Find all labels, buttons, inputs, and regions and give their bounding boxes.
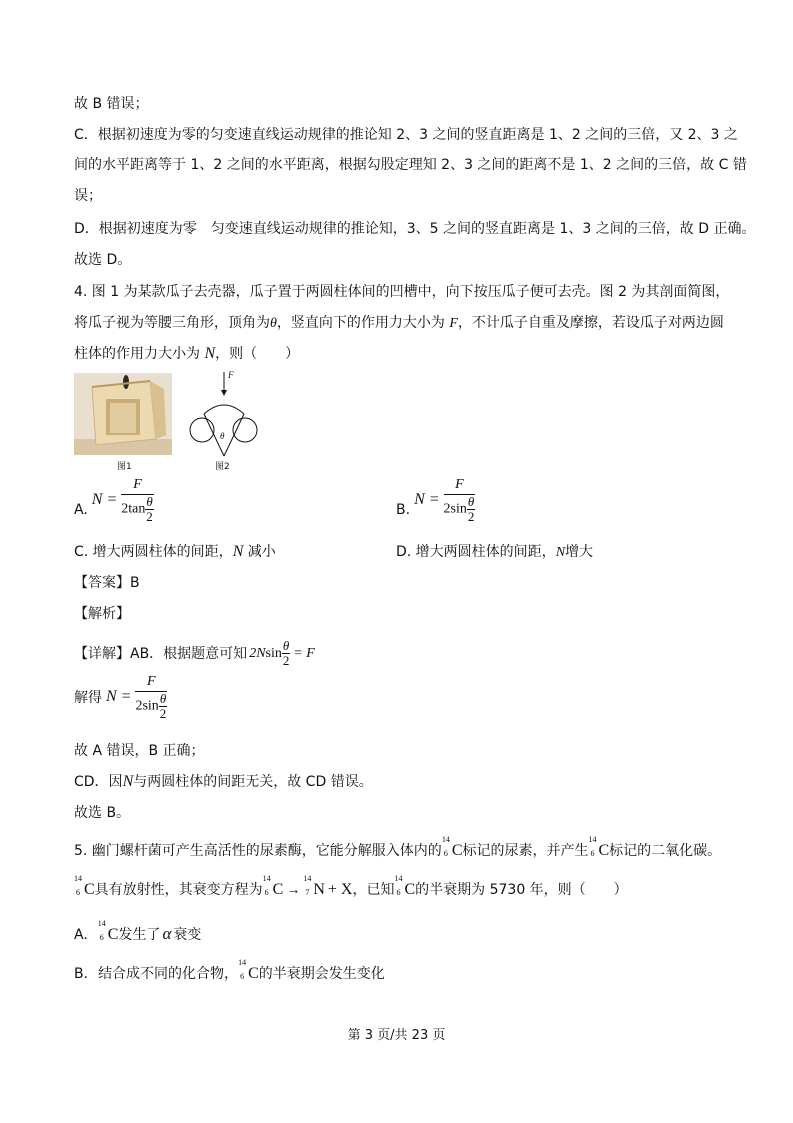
figure-2-angle-label: θ — [220, 431, 225, 441]
question-4-stem: 4. 图 1 为某款瓜子去壳器，瓜子置于两圆柱体间的凹槽中，向下按压瓜子便可去壳。图 2 为其剖面简图， — [74, 284, 730, 300]
theta-symbol: θ — [282, 638, 290, 653]
text: 发生了 — [118, 927, 161, 943]
theta-symbol: θ — [159, 691, 167, 706]
text: 5. 幽门螺杆菌可产生高活性的尿素酶，它能分解服入体内的 — [74, 843, 442, 859]
question-4-stem — [74, 313, 724, 334]
equation-part: 2N — [249, 645, 266, 661]
figure-2-caption: 图2 — [215, 462, 230, 472]
element-symbol: C — [84, 881, 95, 898]
carbon-14-nuclide — [394, 874, 416, 901]
carbon-14-nuclide — [588, 835, 610, 862]
alpha-symbol: α — [162, 924, 172, 943]
carbon-14-nuclide — [97, 919, 119, 946]
mass-number: 14 — [238, 958, 247, 967]
text: 解得 — [74, 690, 102, 706]
element-symbol: C — [248, 965, 259, 982]
text-line: 故 A 错误，B 正确； — [74, 743, 205, 759]
fraction — [121, 476, 154, 524]
two: 2 — [467, 509, 475, 524]
two: 2 — [159, 706, 167, 721]
n-equals: N = — [106, 688, 132, 705]
carbon-14-nuclide — [441, 835, 463, 862]
figure-2-diagram — [186, 368, 260, 460]
text: 减小 — [243, 544, 276, 560]
carbon-14-nuclide — [262, 874, 284, 901]
text-line: 故选 D。 — [74, 252, 132, 268]
question-5-option-a — [74, 919, 202, 946]
force-symbol: F — [449, 316, 458, 331]
two: 2 — [146, 509, 153, 524]
option-label: B. — [74, 966, 89, 982]
carbon-14-nuclide — [238, 958, 259, 985]
option-c — [74, 542, 276, 562]
text: ，不计瓜子自重及摩擦，若设瓜子对两边圆 — [457, 315, 724, 331]
option-label: B. — [396, 502, 411, 518]
denominator: 2tan — [121, 501, 146, 517]
denominator: 2sin — [135, 698, 159, 714]
text-line: 故选 B。 — [74, 805, 131, 821]
result-line — [74, 673, 167, 721]
n-symbol: N — [232, 543, 244, 560]
n-equals: N = — [91, 491, 118, 508]
mass-number: 14 — [74, 874, 82, 883]
analysis-tag: 【解析】 — [74, 606, 130, 622]
atomic-number: 6 — [443, 849, 448, 858]
figure-1-image — [74, 373, 172, 455]
plus-x: + X — [327, 881, 353, 898]
text: 的半衰期会发生变化 — [258, 966, 385, 982]
text: 增大 — [565, 544, 594, 560]
cross-section-diagram — [186, 368, 260, 460]
element-symbol: C — [107, 926, 119, 943]
detail-line — [74, 639, 315, 668]
equation-part: = F — [293, 645, 315, 661]
text: 结合成不同的化合物， — [98, 966, 239, 982]
two: 2 — [282, 653, 290, 668]
mass-number: 14 — [262, 874, 271, 883]
n-symbol: N — [204, 345, 216, 362]
n-symbol: N — [122, 773, 134, 790]
fraction — [444, 476, 476, 524]
text-line: D．根据初速度为零 匀变速直线运动规律的推论知，3、5 之间的竖直距离是 1、3 之间的三倍，故 D 正确。 — [74, 221, 756, 237]
text: 具有放射性，其衰变方程为 — [94, 882, 263, 898]
option-label: A. — [74, 927, 88, 943]
fraction — [135, 673, 167, 721]
text-line — [74, 772, 373, 792]
detail-tag: 【详解】 — [74, 645, 130, 662]
question-5-option-b — [74, 958, 385, 985]
element-symbol: C — [598, 842, 610, 859]
text: ，竖直向下的作用力大小为 — [276, 315, 450, 331]
text-line: C．根据初速度为零的匀变速直线运动规律的推论知 2、3 之间的竖直距离是 1、2 之间的三倍，又 2、3 之 — [74, 127, 738, 143]
text: 标记的尿素，并产生 — [462, 843, 589, 859]
figure-2-force-label: F — [228, 370, 234, 380]
mass-number: 14 — [441, 835, 450, 844]
mass-number: 14 — [303, 874, 312, 883]
question-5-stem — [74, 874, 628, 901]
mass-number: 14 — [588, 835, 597, 844]
option-label: A. — [74, 502, 88, 518]
element-symbol: N — [313, 881, 325, 898]
text: ，已知 — [352, 882, 395, 898]
mass-number: 14 — [97, 919, 106, 928]
theta-symbol: θ — [467, 494, 475, 509]
nitrogen-14-nuclide — [303, 874, 325, 901]
theta-symbol: θ — [270, 316, 277, 331]
element-symbol: C — [404, 881, 416, 898]
numerator: F — [121, 476, 154, 495]
question-4-stem — [74, 344, 299, 364]
text: 与两圆柱体的间距无关，故 CD 错误。 — [133, 774, 373, 790]
text: 将瓜子视为等腰三角形，顶角为 — [74, 315, 270, 331]
denominator: 2sin — [443, 501, 467, 517]
option-a — [74, 476, 154, 524]
text: 标记的二氧化碳。 — [609, 843, 722, 859]
text: 衰变 — [173, 927, 202, 943]
answer-value: B — [130, 575, 140, 591]
atomic-number: 7 — [305, 888, 310, 897]
n-equals: N = — [414, 491, 440, 508]
atomic-number: 6 — [76, 888, 80, 897]
figure-1-caption: 图1 — [117, 462, 132, 472]
text: D. 增大两圆柱体的间距， — [396, 544, 556, 560]
answer-tag: 【答案】 — [74, 575, 130, 591]
half-angle — [282, 639, 290, 668]
carbon-14-nuclide — [74, 874, 95, 901]
option-d — [396, 542, 593, 563]
text-line: 故 B 错误； — [74, 96, 149, 112]
text: 柱体的作用力大小为 — [74, 346, 205, 362]
text: 的半衰期为 5730 年，则（ ） — [415, 882, 628, 898]
element-symbol: C — [451, 842, 463, 859]
element-symbol: C — [272, 881, 284, 898]
numerator: F — [444, 476, 476, 495]
equation-part: sin — [265, 645, 282, 661]
sheller-photo-icon — [74, 373, 172, 455]
n-symbol: N — [555, 545, 566, 560]
answer-line — [74, 573, 140, 593]
atomic-number: 6 — [264, 888, 269, 897]
page-footer: 第 3 页/共 23 页 — [347, 1028, 446, 1043]
question-5-stem — [74, 835, 722, 862]
mass-number: 14 — [394, 874, 403, 883]
text-line: 间的水平距离等于 1、2 之间的水平距离，根据勾股定理知 2、3 之间的距离不是 1、2 之间的三倍，故 C 错 — [74, 157, 747, 173]
text: AB．根据题意可知 — [130, 645, 248, 662]
text: ，则（ ） — [215, 346, 300, 362]
theta-symbol: θ — [146, 494, 153, 509]
atomic-number: 6 — [396, 888, 401, 897]
text: CD．因 — [74, 774, 123, 790]
numerator: F — [135, 673, 167, 692]
text-line: 误； — [74, 188, 102, 204]
atomic-number: 6 — [99, 933, 104, 942]
text: C. 增大两圆柱体的间距， — [74, 544, 233, 560]
atomic-number: 6 — [590, 849, 595, 858]
arrow-icon: → — [286, 883, 301, 898]
atomic-number: 6 — [240, 972, 245, 981]
option-b — [396, 476, 475, 524]
